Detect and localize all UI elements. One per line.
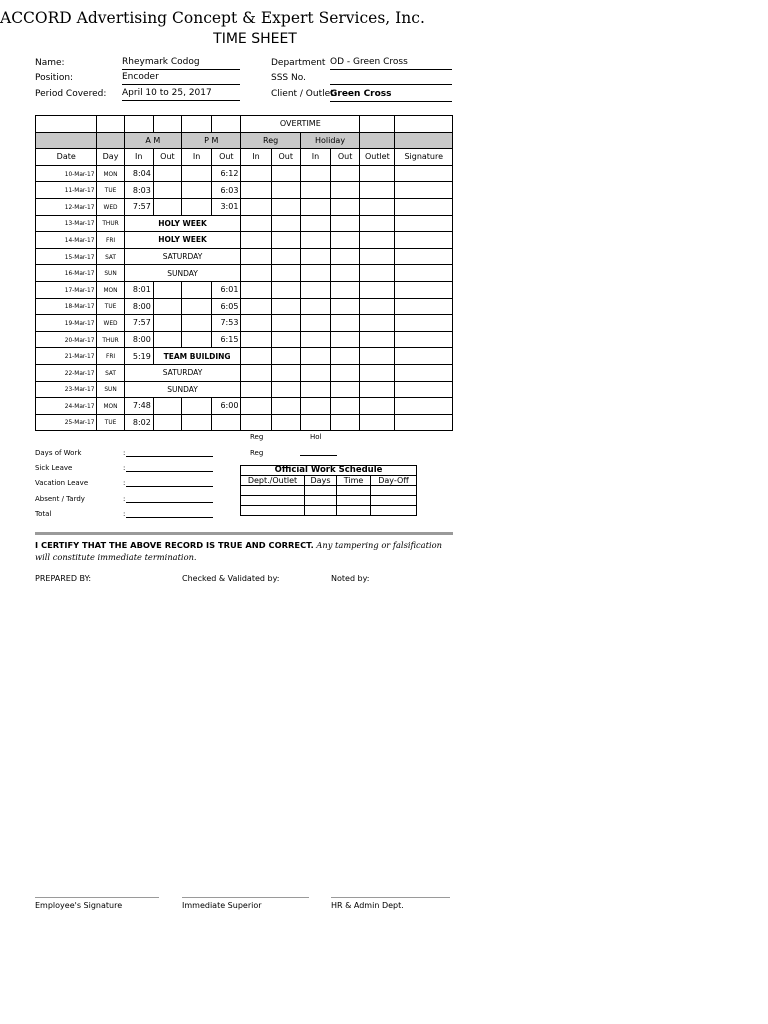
table-row <box>36 364 453 381</box>
reg-out-cell <box>271 265 300 282</box>
hol-in-cell <box>300 265 330 282</box>
reg-out-cell <box>271 165 300 182</box>
hol-in-cell <box>300 298 330 315</box>
day-cell: SUN <box>97 265 124 282</box>
reg-in-cell <box>241 364 271 381</box>
signature-cell <box>395 331 453 348</box>
am-in-cell: 8:04 <box>124 165 153 182</box>
pm-in-cell <box>182 398 212 415</box>
pm-in-cell <box>182 315 212 332</box>
outlet-cell <box>360 414 395 431</box>
day-cell: THUR <box>97 331 124 348</box>
date-cell: 25-Mar-17 <box>36 414 97 431</box>
schedule-col-days: Days <box>305 476 337 486</box>
outlet-cell <box>360 348 395 365</box>
day-cell: WED <box>97 198 124 215</box>
table-row <box>36 398 453 415</box>
outlet-cell <box>360 165 395 182</box>
day-cell: SUN <box>97 381 124 398</box>
date-cell: 12-Mar-17 <box>36 198 97 215</box>
table-row <box>36 348 453 365</box>
day-cell: MON <box>97 281 124 298</box>
am-out-cell <box>153 414 181 431</box>
signature-cell <box>395 315 453 332</box>
signature-cell <box>395 182 453 199</box>
reg-out-cell <box>271 364 300 381</box>
table-row <box>36 182 453 199</box>
certify-warning: Any tampering or falsification will constitute immediate termination. <box>35 540 442 562</box>
table-row <box>36 331 453 348</box>
total-line <box>126 516 213 518</box>
pm-in-cell <box>182 182 212 199</box>
am-out-cell <box>153 331 181 348</box>
outlet-cell <box>360 232 395 249</box>
sick-leave-label: Sick Leave <box>35 464 73 472</box>
overtime-header: OVERTIME <box>241 116 360 133</box>
pm-out-cell: 6:01 <box>212 281 241 298</box>
date-cell: 15-Mar-17 <box>36 248 97 265</box>
reg-in-cell <box>241 348 271 365</box>
outlet-cell <box>360 364 395 381</box>
reg-out-cell <box>271 182 300 199</box>
table-row <box>36 198 453 215</box>
reg-in-cell <box>241 265 271 282</box>
hol-in-cell <box>300 281 330 298</box>
pm-in-cell <box>182 281 212 298</box>
summary-hol-label: Hol <box>310 433 322 441</box>
date-cell: 18-Mar-17 <box>36 298 97 315</box>
hol-in-cell <box>300 348 330 365</box>
day-cell: TUE <box>97 298 124 315</box>
days-of-work-colon: : <box>123 449 126 457</box>
reg-in-cell <box>241 182 271 199</box>
date-cell: 11-Mar-17 <box>36 182 97 199</box>
signature-cell <box>395 281 453 298</box>
am-out-cell <box>153 198 181 215</box>
am-out-cell <box>153 298 181 315</box>
hol-in-cell <box>300 381 330 398</box>
col-am-out: Out <box>153 149 181 166</box>
hol-out-cell <box>331 281 360 298</box>
table-row <box>36 215 453 232</box>
signature-cell <box>395 364 453 381</box>
reg-out-cell <box>271 215 300 232</box>
reg-out-cell <box>271 281 300 298</box>
hol-in-cell <box>300 331 330 348</box>
col-outlet: Outlet <box>360 149 395 166</box>
outlet-cell <box>360 265 395 282</box>
date-cell: 16-Mar-17 <box>36 265 97 282</box>
schedule-col-time: Time <box>337 476 371 486</box>
am-out-cell <box>153 165 181 182</box>
signature-cell <box>395 198 453 215</box>
am-in-cell: 7:57 <box>124 315 153 332</box>
schedule-title: Official Work Schedule <box>241 466 417 476</box>
reg-out-cell <box>271 248 300 265</box>
date-cell: 20-Mar-17 <box>36 331 97 348</box>
day-cell: WED <box>97 315 124 332</box>
pm-in-cell <box>182 198 212 215</box>
schedule-row <box>241 496 417 506</box>
reg-in-cell <box>241 198 271 215</box>
am-out-cell <box>153 182 181 199</box>
col-signature: Signature <box>395 149 453 166</box>
absent-tardy-colon: : <box>123 495 126 503</box>
pm-out-cell: 7:53 <box>212 315 241 332</box>
hol-in-cell <box>300 215 330 232</box>
am-out-cell <box>153 398 181 415</box>
signature-cell <box>395 298 453 315</box>
reg-in-cell <box>241 381 271 398</box>
col-hol-in: In <box>300 149 330 166</box>
position-value: Encoder <box>122 72 240 85</box>
hol-out-cell <box>331 232 360 249</box>
day-cell: SAT <box>97 364 124 381</box>
department-value: OD - Green Cross <box>330 57 452 70</box>
date-cell: 21-Mar-17 <box>36 348 97 365</box>
absent-tardy-label: Absent / Tardy <box>35 495 85 503</box>
name-value: Rheymark Codog <box>122 57 240 70</box>
total-colon: : <box>123 510 126 518</box>
table-row <box>36 381 453 398</box>
outlet-cell <box>360 298 395 315</box>
col-pm-in: In <box>182 149 212 166</box>
hr-signature-line <box>331 897 450 899</box>
note-cell: SUNDAY <box>124 381 241 398</box>
vacation-leave-label: Vacation Leave <box>35 479 89 487</box>
outlet-cell <box>360 215 395 232</box>
hol-in-cell <box>300 248 330 265</box>
pm-out-cell: 6:03 <box>212 182 241 199</box>
divider <box>35 532 453 535</box>
am-in-cell: 8:01 <box>124 281 153 298</box>
table-row <box>36 248 453 265</box>
hr-admin-label: HR & Admin Dept. <box>331 901 404 910</box>
signature-cell <box>395 165 453 182</box>
header-row-groups <box>36 132 453 149</box>
signature-cell <box>395 232 453 249</box>
table-row <box>36 298 453 315</box>
prepared-by-label: PREPARED BY: <box>35 574 92 583</box>
note-cell: HOLY WEEK <box>124 215 241 232</box>
note-cell: SUNDAY <box>124 265 241 282</box>
header-row-columns <box>36 149 453 166</box>
pm-header: P M <box>182 132 241 149</box>
col-date: Date <box>36 149 97 166</box>
date-cell: 23-Mar-17 <box>36 381 97 398</box>
hol-in-cell <box>300 232 330 249</box>
hol-out-cell <box>331 265 360 282</box>
table-row <box>36 165 453 182</box>
day-cell: TUE <box>97 414 124 431</box>
period-label: Period Covered: <box>35 89 107 99</box>
date-cell: 14-Mar-17 <box>36 232 97 249</box>
sheet-title: TIME SHEET <box>213 31 297 47</box>
col-pm-out: Out <box>212 149 241 166</box>
pm-in-cell <box>182 298 212 315</box>
signature-cell <box>395 381 453 398</box>
pm-out-cell: 6:12 <box>212 165 241 182</box>
signature-cell <box>395 398 453 415</box>
outlet-cell <box>360 281 395 298</box>
am-out-cell <box>153 315 181 332</box>
signature-cell <box>395 215 453 232</box>
am-header: A M <box>124 132 181 149</box>
time-table <box>35 115 453 431</box>
hol-out-cell <box>331 298 360 315</box>
summary-reg-label-2: Reg <box>250 449 264 457</box>
days-of-work-label: Days of Work <box>35 449 82 457</box>
reg-out-cell <box>271 414 300 431</box>
reg-out-cell <box>271 331 300 348</box>
signature-cell <box>395 265 453 282</box>
days-of-work-line <box>126 455 213 457</box>
schedule-row <box>241 506 417 516</box>
outlet-cell <box>360 182 395 199</box>
note-cell: HOLY WEEK <box>124 232 241 249</box>
work-schedule-table <box>240 465 417 516</box>
hol-out-cell <box>331 215 360 232</box>
hol-in-cell <box>300 315 330 332</box>
absent-tardy-line <box>126 501 213 503</box>
outlet-cell <box>360 198 395 215</box>
hol-out-cell <box>331 165 360 182</box>
date-cell: 22-Mar-17 <box>36 364 97 381</box>
table-row <box>36 265 453 282</box>
signature-cell <box>395 414 453 431</box>
schedule-col-dayoff: Day-Off <box>371 476 417 486</box>
table-row <box>36 414 453 431</box>
hol-out-cell <box>331 248 360 265</box>
am-out-cell <box>153 281 181 298</box>
day-cell: FRI <box>97 232 124 249</box>
reg-out-cell <box>271 398 300 415</box>
col-reg-out: Out <box>271 149 300 166</box>
pm-in-cell <box>182 414 212 431</box>
note-cell: TEAM BUILDING <box>153 348 241 365</box>
pm-out-cell: 6:05 <box>212 298 241 315</box>
employee-signature-label: Employee's Signature <box>35 901 123 910</box>
reg-out-cell <box>271 381 300 398</box>
name-label: Name: <box>35 58 65 68</box>
table-row <box>36 232 453 249</box>
am-in-cell: 8:03 <box>124 182 153 199</box>
outlet-cell <box>360 331 395 348</box>
superior-signature-line <box>182 897 309 899</box>
reg-in-cell <box>241 398 271 415</box>
hol-in-cell <box>300 182 330 199</box>
company-name: ACCORD Advertising Concept & Expert Services, Inc. <box>0 9 425 27</box>
day-cell: THUR <box>97 215 124 232</box>
date-cell: 17-Mar-17 <box>36 281 97 298</box>
col-day: Day <box>97 149 124 166</box>
hol-in-cell <box>300 398 330 415</box>
reg-in-cell <box>241 298 271 315</box>
pm-in-cell <box>182 331 212 348</box>
total-label: Total <box>35 510 52 518</box>
outlet-cell <box>360 398 395 415</box>
summary-reg-label: Reg <box>250 433 264 441</box>
hol-out-cell <box>331 331 360 348</box>
day-cell: FRI <box>97 348 124 365</box>
reg-in-cell <box>241 315 271 332</box>
day-cell: TUE <box>97 182 124 199</box>
pm-out-cell: 6:00 <box>212 398 241 415</box>
sick-leave-colon: : <box>123 464 126 472</box>
client-label: Client / Outlet: <box>271 89 337 99</box>
reg-out-cell <box>271 232 300 249</box>
certification-text <box>35 539 455 563</box>
col-am-in: In <box>124 149 153 166</box>
pm-out-cell: 3:01 <box>212 198 241 215</box>
col-reg-in: In <box>241 149 271 166</box>
pm-out-cell: 6:15 <box>212 331 241 348</box>
outlet-cell <box>360 381 395 398</box>
certify-statement: I CERTIFY THAT THE ABOVE RECORD IS TRUE AND CORRECT. <box>35 540 314 550</box>
day-cell: SAT <box>97 248 124 265</box>
pm-in-cell <box>182 165 212 182</box>
sss-label: SSS No. <box>271 73 306 83</box>
vacation-leave-colon: : <box>123 479 126 487</box>
table-row <box>36 281 453 298</box>
hol-in-cell <box>300 198 330 215</box>
checked-by-label: Checked & Validated by: <box>182 574 280 583</box>
date-cell: 10-Mar-17 <box>36 165 97 182</box>
col-hol-out: Out <box>331 149 360 166</box>
reg-in-cell <box>241 248 271 265</box>
am-in-cell: 7:48 <box>124 398 153 415</box>
am-in-cell: 8:02 <box>124 414 153 431</box>
hol-out-cell <box>331 364 360 381</box>
reg-in-cell <box>241 232 271 249</box>
hol-out-cell <box>331 182 360 199</box>
noted-by-label: Noted by: <box>331 574 370 583</box>
header-row-overtime <box>36 116 453 133</box>
sss-value <box>330 72 452 85</box>
hol-out-cell <box>331 198 360 215</box>
table-row <box>36 315 453 332</box>
hol-out-cell <box>331 398 360 415</box>
period-value: April 10 to 25, 2017 <box>122 88 240 101</box>
hol-out-cell <box>331 381 360 398</box>
reg-out-cell <box>271 348 300 365</box>
hol-out-cell <box>331 315 360 332</box>
signature-cell <box>395 248 453 265</box>
summary-hol-line <box>300 454 337 456</box>
signature-cell <box>395 348 453 365</box>
holiday-header: Holiday <box>300 132 359 149</box>
pm-out-cell <box>212 414 241 431</box>
department-label: Department <box>271 58 326 68</box>
am-in-cell: 5:19 <box>124 348 153 365</box>
reg-in-cell <box>241 215 271 232</box>
sick-leave-line <box>126 470 213 472</box>
date-cell: 24-Mar-17 <box>36 398 97 415</box>
schedule-col-dept: Dept./Outlet <box>241 476 305 486</box>
position-label: Position: <box>35 73 74 83</box>
hol-in-cell <box>300 165 330 182</box>
reg-in-cell <box>241 165 271 182</box>
day-cell: MON <box>97 165 124 182</box>
am-in-cell: 7:57 <box>124 198 153 215</box>
schedule-row <box>241 486 417 496</box>
reg-header: Reg <box>241 132 300 149</box>
day-cell: MON <box>97 398 124 415</box>
note-cell: SATURDAY <box>124 364 241 381</box>
hol-out-cell <box>331 414 360 431</box>
reg-out-cell <box>271 198 300 215</box>
hol-in-cell <box>300 414 330 431</box>
reg-out-cell <box>271 315 300 332</box>
client-value: Green Cross <box>330 89 452 102</box>
hol-out-cell <box>331 348 360 365</box>
employee-signature-line <box>35 897 159 899</box>
date-cell: 19-Mar-17 <box>36 315 97 332</box>
outlet-cell <box>360 315 395 332</box>
am-in-cell: 8:00 <box>124 298 153 315</box>
reg-out-cell <box>271 298 300 315</box>
reg-in-cell <box>241 414 271 431</box>
am-in-cell: 8:00 <box>124 331 153 348</box>
immediate-superior-label: Immediate Superior <box>182 901 262 910</box>
vacation-leave-line <box>126 485 213 487</box>
hol-in-cell <box>300 364 330 381</box>
reg-in-cell <box>241 281 271 298</box>
date-cell: 13-Mar-17 <box>36 215 97 232</box>
note-cell: SATURDAY <box>124 248 241 265</box>
outlet-cell <box>360 248 395 265</box>
reg-in-cell <box>241 331 271 348</box>
